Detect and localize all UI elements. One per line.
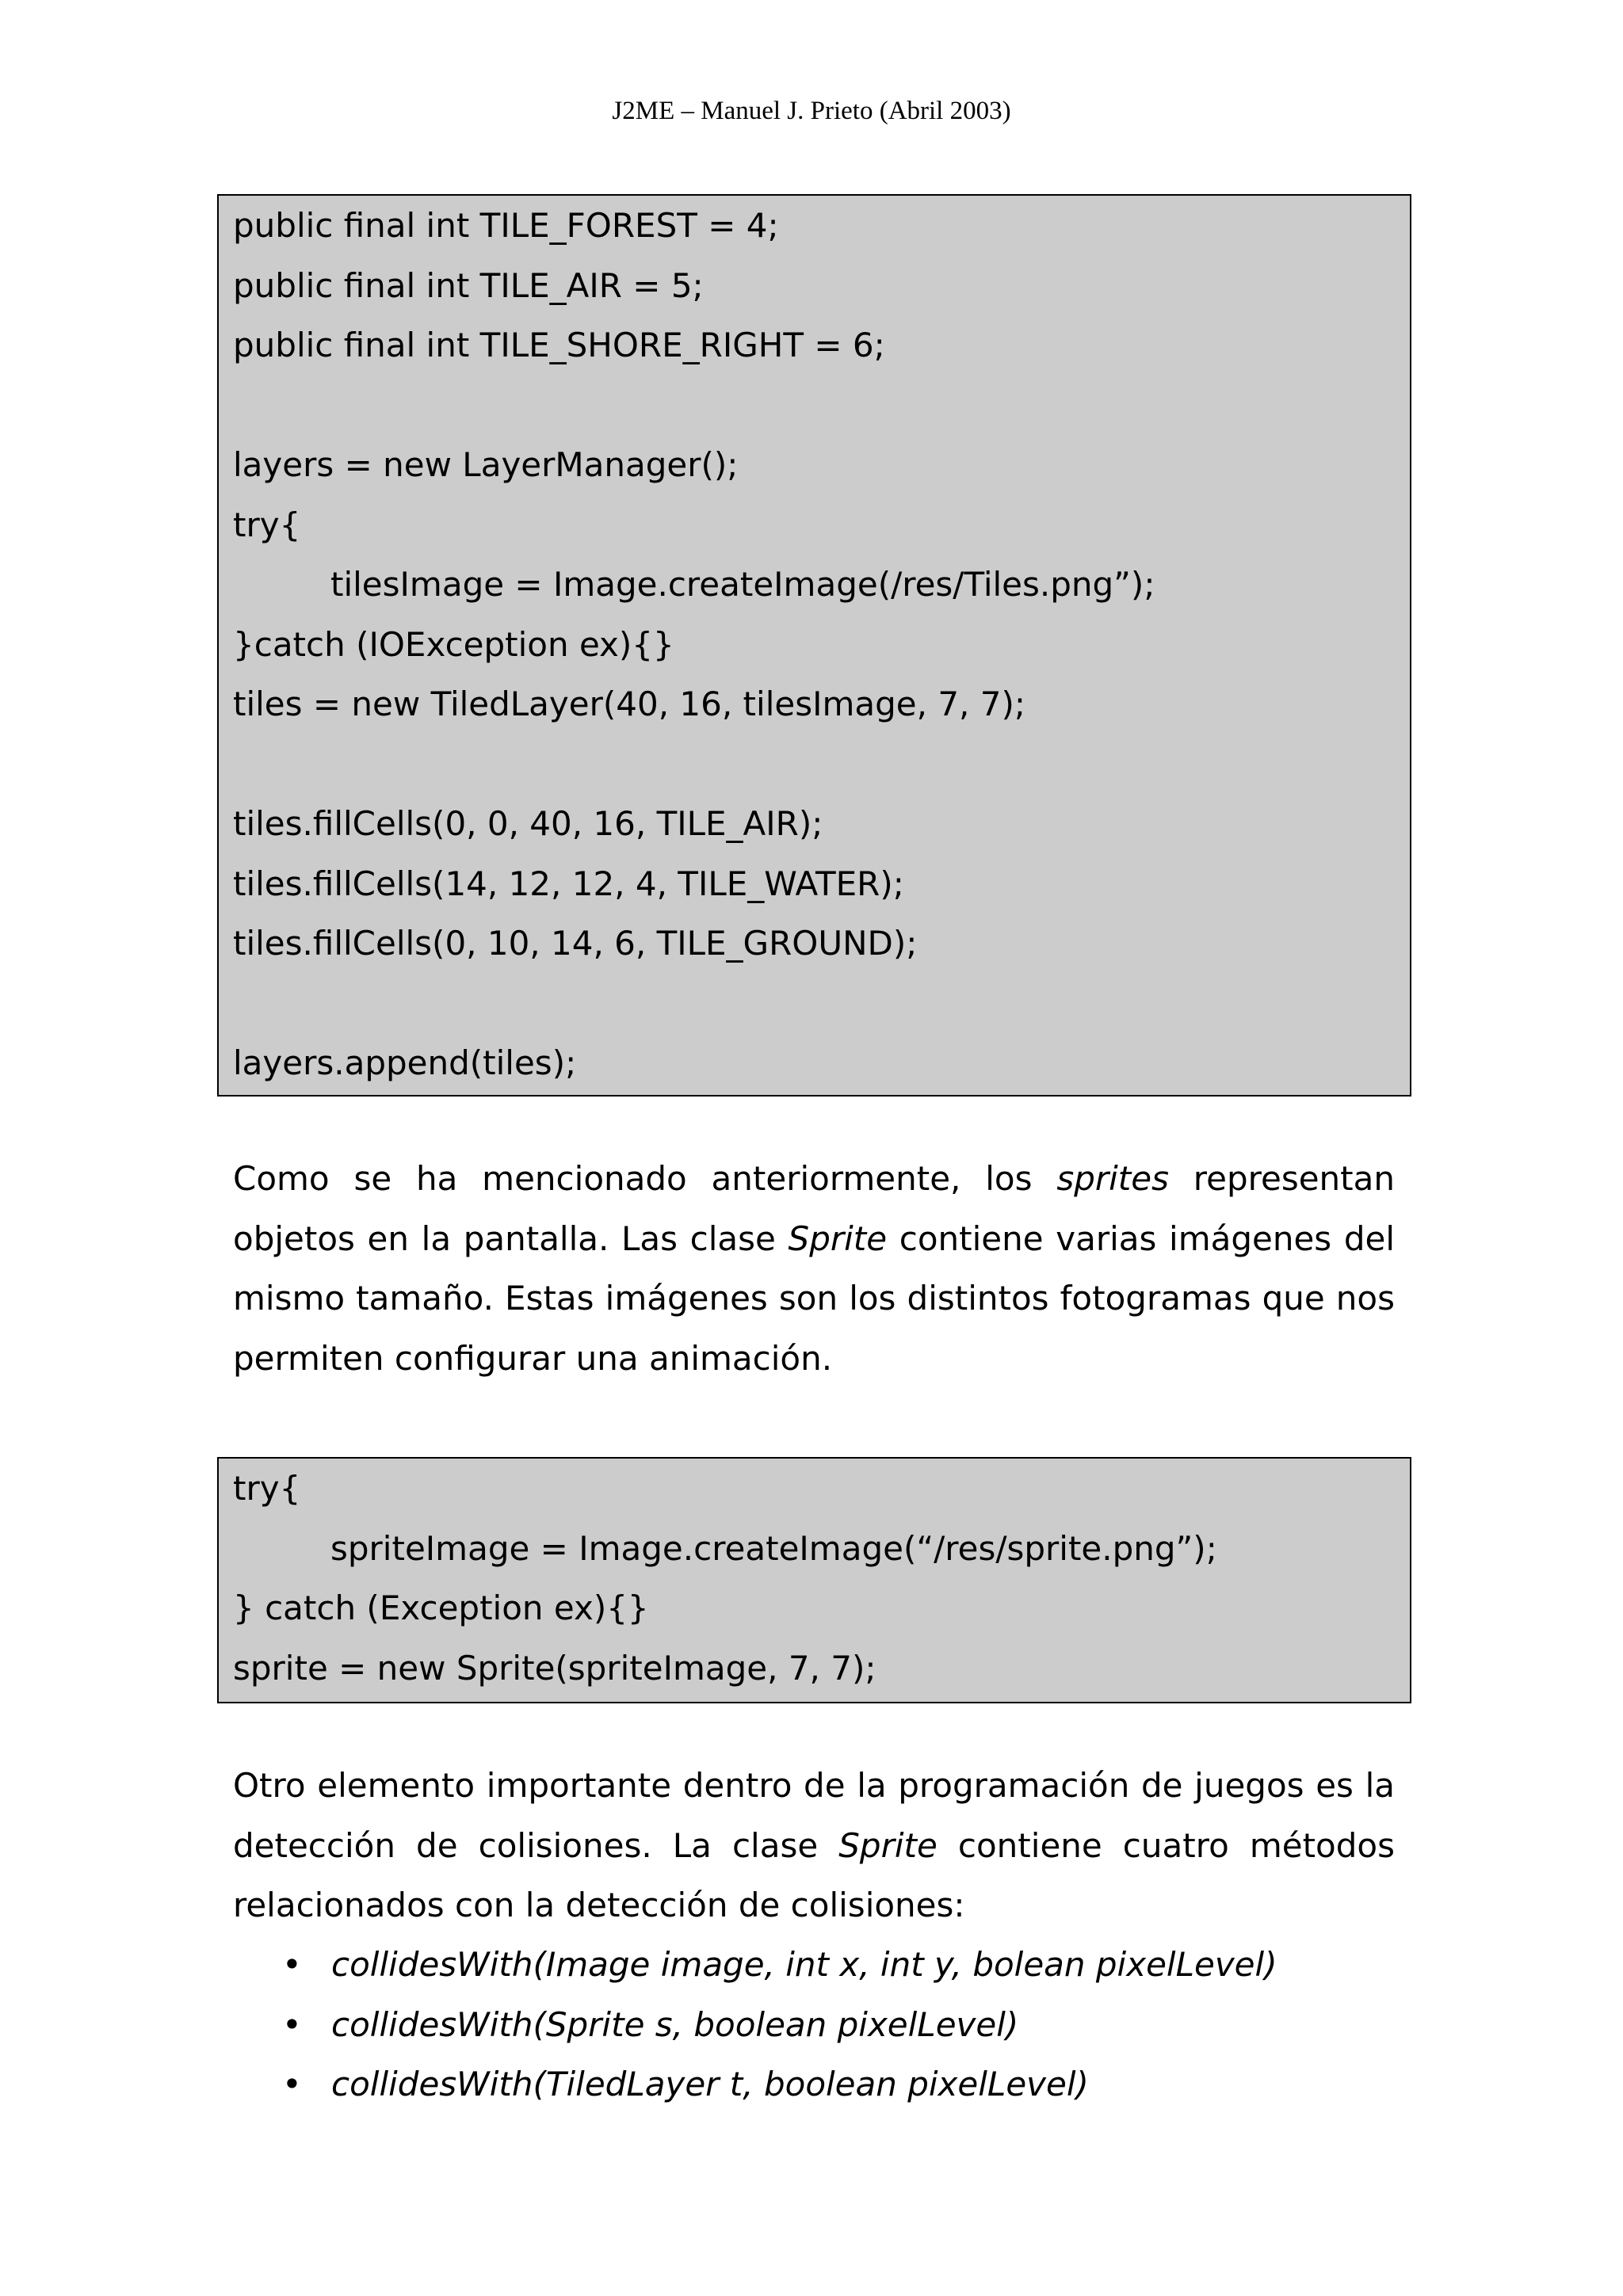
code-line: public final int TILE_SHORE_RIGHT = 6; — [233, 326, 885, 364]
bullet-item — [233, 1995, 1395, 2055]
italic-term: Sprite — [788, 1219, 888, 1258]
code-line: layers = new LayerManager(); — [233, 445, 739, 484]
paragraph-line: permiten configurar una animación. — [233, 1338, 833, 1378]
method-signature: collidesWith(Image image, int x, int y, bolean pixelLevel) — [331, 1945, 1277, 1984]
method-bullet-list — [233, 1935, 1395, 2115]
italic-term: sprites — [1056, 1159, 1169, 1198]
code-line: tiles.fillCells(0, 10, 14, 6, TILE_GROUND); — [233, 924, 918, 963]
paragraph-sprites-intro — [233, 1149, 1395, 1388]
code-line: public final int TILE_FOREST = 4; — [233, 206, 779, 245]
text-run: Como se ha mencionado anteriormente, los — [233, 1159, 1057, 1198]
code-line: tiles.fillCells(0, 0, 40, 16, TILE_AIR); — [233, 804, 823, 843]
paragraph-line: Otro elemento importante dentro de la programación de juegos es la — [233, 1766, 1395, 1805]
paragraph-line — [233, 1816, 1395, 1876]
paragraph-line: relacionados con la detección de colisiones: — [233, 1886, 965, 1924]
code-line: }catch (IOException ex){} — [233, 624, 674, 664]
code-line: tiles.fillCells(14, 12, 12, 4, TILE_WATER); — [233, 864, 904, 903]
code-line: public final int TILE_AIR = 5; — [233, 265, 704, 305]
code-line: } catch (Exception ex){} — [233, 1589, 649, 1627]
paragraph-line — [233, 1149, 1395, 1209]
paragraph-line: mismo tamaño. Estas imágenes son los distintos fotogramas que nos — [233, 1279, 1395, 1318]
text-run: contiene varias imágenes del — [887, 1219, 1396, 1258]
method-signature: collidesWith(Sprite s, boolean pixelLevel) — [331, 2004, 1019, 2044]
italic-term: Sprite — [838, 1825, 938, 1865]
bullet-marker: • — [282, 2004, 302, 2044]
code-line: tilesImage = Image.createImage(/res/Tiles.png”); — [330, 565, 1155, 604]
bullet-marker: • — [282, 1945, 302, 1984]
code-line: layers.append(tiles); — [233, 1043, 577, 1082]
text-run: detección de colisiones. La clase — [233, 1825, 839, 1865]
code-line: spriteImage = Image.createImage(“/res/sprite.png”); — [330, 1528, 1217, 1568]
text-run: contiene cuatro métodos — [937, 1825, 1395, 1865]
code-line: tiles = new TiledLayer(40, 16, tilesImage, 7, 7); — [233, 685, 1026, 723]
code-block-tiled-layer — [217, 194, 1411, 1097]
method-signature: collidesWith(TiledLayer t, boolean pixelLevel) — [331, 2065, 1089, 2103]
code-line-blank — [233, 734, 1396, 795]
code-line-blank — [233, 376, 1396, 436]
code-line-blank — [233, 974, 1396, 1034]
paragraph-collisions — [233, 1756, 1395, 1936]
code-block-sprite — [217, 1457, 1411, 1703]
paragraph-line — [233, 1209, 1395, 1269]
bullet-item — [233, 1935, 1395, 1995]
bullet-marker: • — [282, 2065, 302, 2103]
running-header: J2ME – Manuel J. Prieto (Abril 2003) — [612, 97, 1011, 125]
bullet-item — [233, 2054, 1395, 2115]
text-run: objetos en la pantalla. Las clase — [233, 1219, 789, 1258]
text-run: representan — [1168, 1159, 1396, 1198]
code-line: try{ — [233, 1469, 301, 1508]
code-line: try{ — [233, 505, 301, 544]
code-line: sprite = new Sprite(spriteImage, 7, 7); — [233, 1648, 876, 1688]
